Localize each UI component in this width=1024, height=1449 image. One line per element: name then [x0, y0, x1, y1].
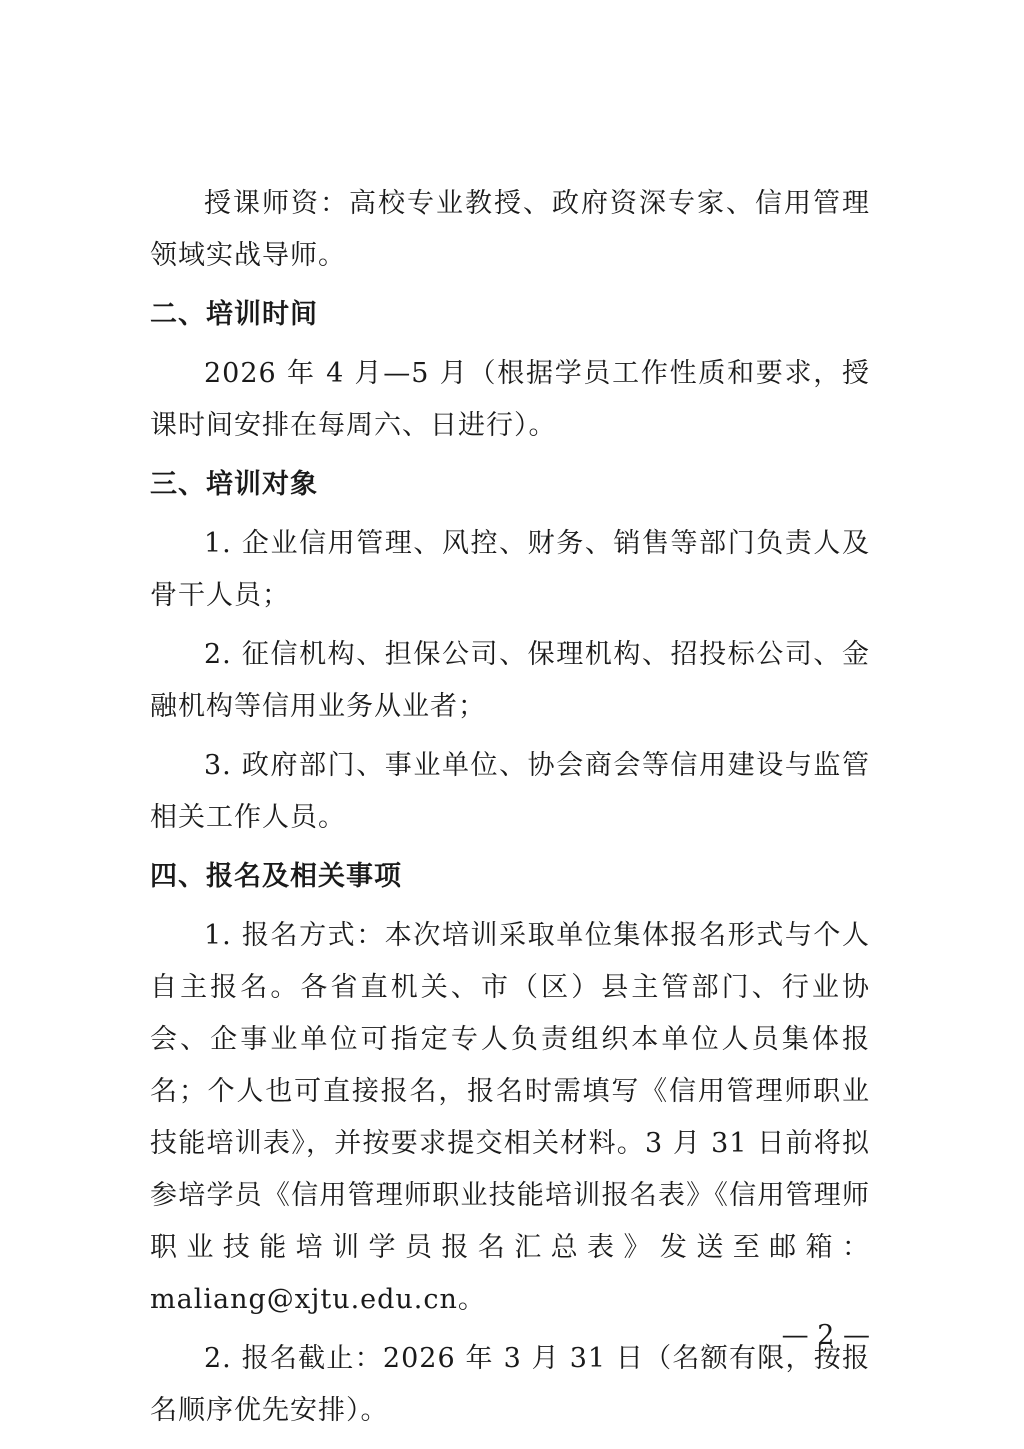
section-heading-training-time: 二、培训时间 — [150, 299, 318, 330]
section-heading-registration: 四、报名及相关事项 — [150, 861, 402, 892]
paragraph-registration-deadline: 2. 报名截止：2026 年 3 月 31 日（名额有限，按报名顺序优先安排）。 — [150, 1343, 870, 1426]
page-number: — 2 — — [781, 1320, 870, 1351]
paragraph-registration-method: 1. 报名方式：本次培训采取单位集体报名形式与个人自主报名。各省直机关、市（区）县主管部门、行业协会、企事业单位可指定专人负责组织本单位人员集体报名；个人也可直接报名，报名时需填写《信用管理师职业技能培训表》，并按要求提交相关材料。3 月 31 日前将拟参培学员《信用管理师职业技能培训报名表》《信用管理师职业技能培训学员报名汇总表》发送至邮箱：maliang@xjtu.edu.cn。 — [150, 920, 870, 1315]
paragraph-audience-2: 2. 征信机构、担保公司、保理机构、招投标公司、金融机构等信用业务从业者； — [150, 639, 870, 722]
document-body — [150, 178, 870, 1444]
paragraph-audience-1: 1. 企业信用管理、风控、财务、销售等部门负责人及骨干人员； — [150, 528, 870, 611]
paragraph-training-time: 2026 年 4 月—5 月（根据学员工作性质和要求，授课时间安排在每周六、日进行）。 — [150, 358, 870, 441]
paragraph-audience-3: 3. 政府部门、事业单位、协会商会等信用建设与监管相关工作人员。 — [150, 750, 870, 833]
section-heading-training-audience: 三、培训对象 — [150, 469, 318, 500]
paragraph-instructors: 授课师资：高校专业教授、政府资深专家、信用管理领域实战导师。 — [150, 188, 870, 271]
